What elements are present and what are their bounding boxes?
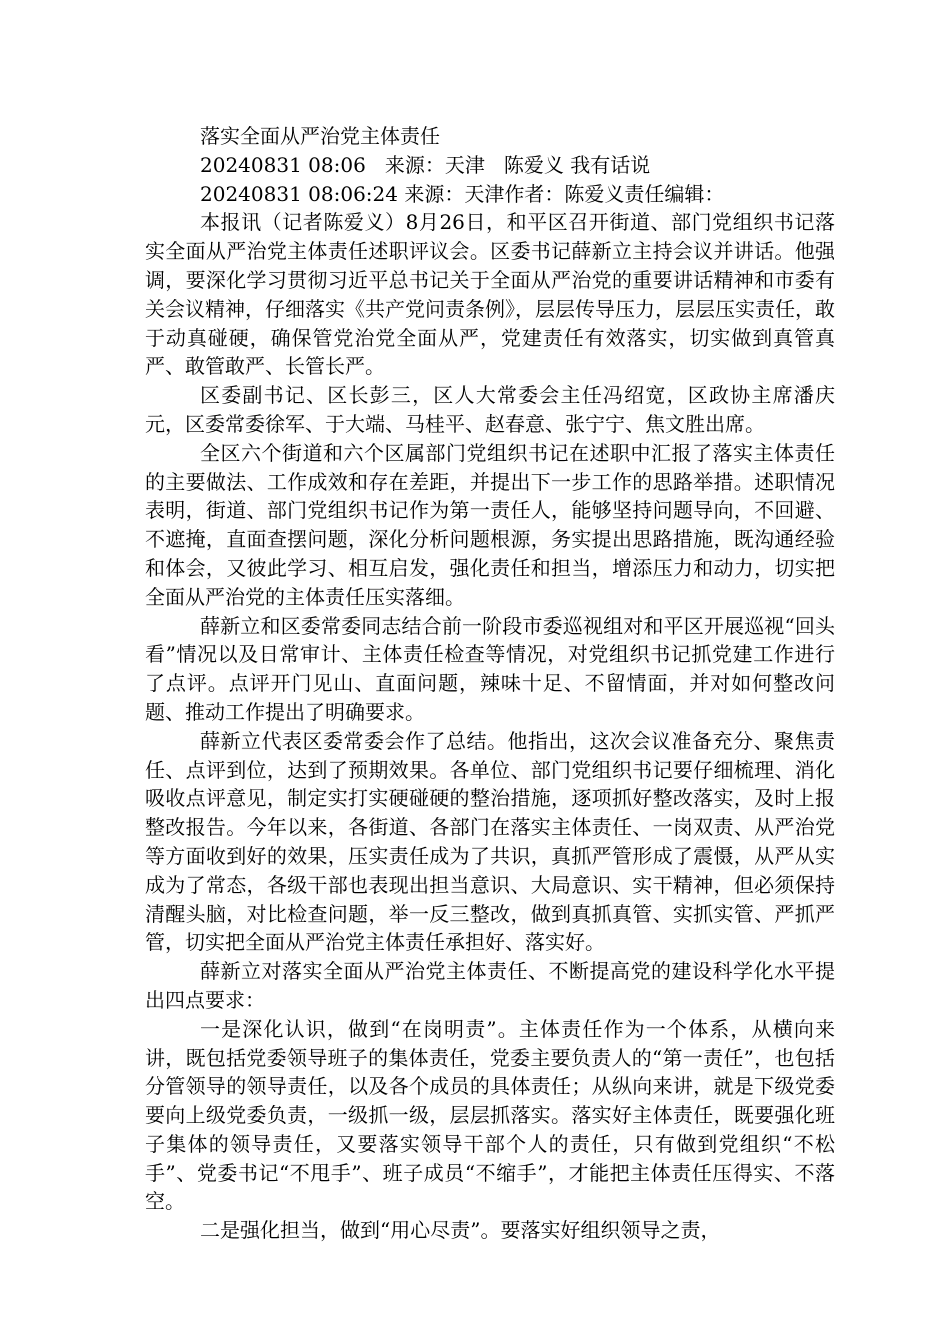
article-paragraph: 一是深化认识，做到“在岗明责”。主体责任作为一个体系，从横向来讲，既包括党委领导班子的集体责任，党委主要负责人的“第一责任”，也包括分管领导的领导责任，以及各个成员的具体责任；从纵向来讲，就是下级党委要向上级党委负责，一级抓一级，层层抓落实。落实好主体责任，既要强化班子集体的领导责任，又要落实领导干部个人的责任，只有做到党组织“不松手”、党委书记“不甩手”、班子成员“不缩手”，才能把主体责任压得实、不落空。	[145, 1016, 835, 1214]
article-paragraph: 本报讯（记者陈爱义）8月26日，和平区召开街道、部门党组织书记落实全面从严治党主体责任述职评议会。区委书记薛新立主持会议并讲话。他强调，要深化学习贯彻习近平总书记关于全面从严治党的重要讲话精神和市委有关会议精神，仔细落实《共产党问责条例》，层层传导压力，层层压实责任，敢于动真碰硬，确保管党治党全面从严，党建责任有效落实，切实做到真管真严、敢管敢严、长管长严。	[145, 210, 835, 379]
article-paragraph: 区委副书记、区长彭三，区人大常委会主任冯绍宽，区政协主席潘庆元，区委常委徐军、于大端、马桂平、赵春意、张宁宁、焦文胜出席。	[145, 383, 835, 436]
article-title: 落实全面从严治党主体责任	[200, 124, 440, 148]
article-paragraph: 薛新立和区委常委同志结合前一阶段市委巡视组对和平区开展巡视“回头看”情况以及日常审计、主体责任检查等情况，对党组织书记抓党建工作进行了点评。点评开门见山、直面问题，辣味十足、不留情面，并对如何整改问题、推动工作提出了明确要求。	[145, 613, 835, 724]
article-paragraph: 薛新立代表区委常委会作了总结。他指出，这次会议准备充分、聚焦责任、点评到位，达到了预期效果。各单位、部门党组织书记要仔细梳理、消化吸收点评意见，制定实打实硬碰硬的整治措施，逐项抓好整改落实，及时上报整改报告。今年以来，各街道、各部门在落实主体责任、一岗双责、从严治党等方面收到好的效果，压实责任成为了共识，真抓严管形成了震慑，从严从实成为了常态，各级干部也表现出担当意识、大局意识、实干精神，但必须保持清醒头脑，对比检查问题，举一反三整改，做到真抓真管、实抓实管、严抓严管，切实把全面从严治党主体责任承担好、落实好。	[145, 728, 835, 955]
article-meta-line-2: 20240831 08:06:24 来源：天津作者：陈爱义责任编辑：	[200, 181, 725, 206]
article-paragraph: 二是强化担当，做到“用心尽责”。要落实好组织领导之责，	[200, 1218, 721, 1243]
article-meta-line-1: 20240831 08:06 来源：天津 陈爱义 我有话说	[200, 152, 651, 177]
article-paragraph: 全区六个街道和六个区属部门党组织书记在述职中汇报了落实主体责任的主要做法、工作成效和存在差距，并提出下一步工作的思路举措。述职情况表明，街道、部门党组织书记作为第一责任人，能够坚持问题导向，不回避、不遮掩，直面查摆问题，深化分析问题根源，务实提出思路措施，既沟通经验和体会，又彼此学习、相互启发，强化责任和担当，增添压力和动力，切实把全面从严治党的主体责任压实落细。	[145, 440, 835, 609]
article-paragraph: 薛新立对落实全面从严治党主体责任、不断提高党的建设科学化水平提出四点要求：	[145, 959, 835, 1012]
article	[145, 122, 835, 1245]
